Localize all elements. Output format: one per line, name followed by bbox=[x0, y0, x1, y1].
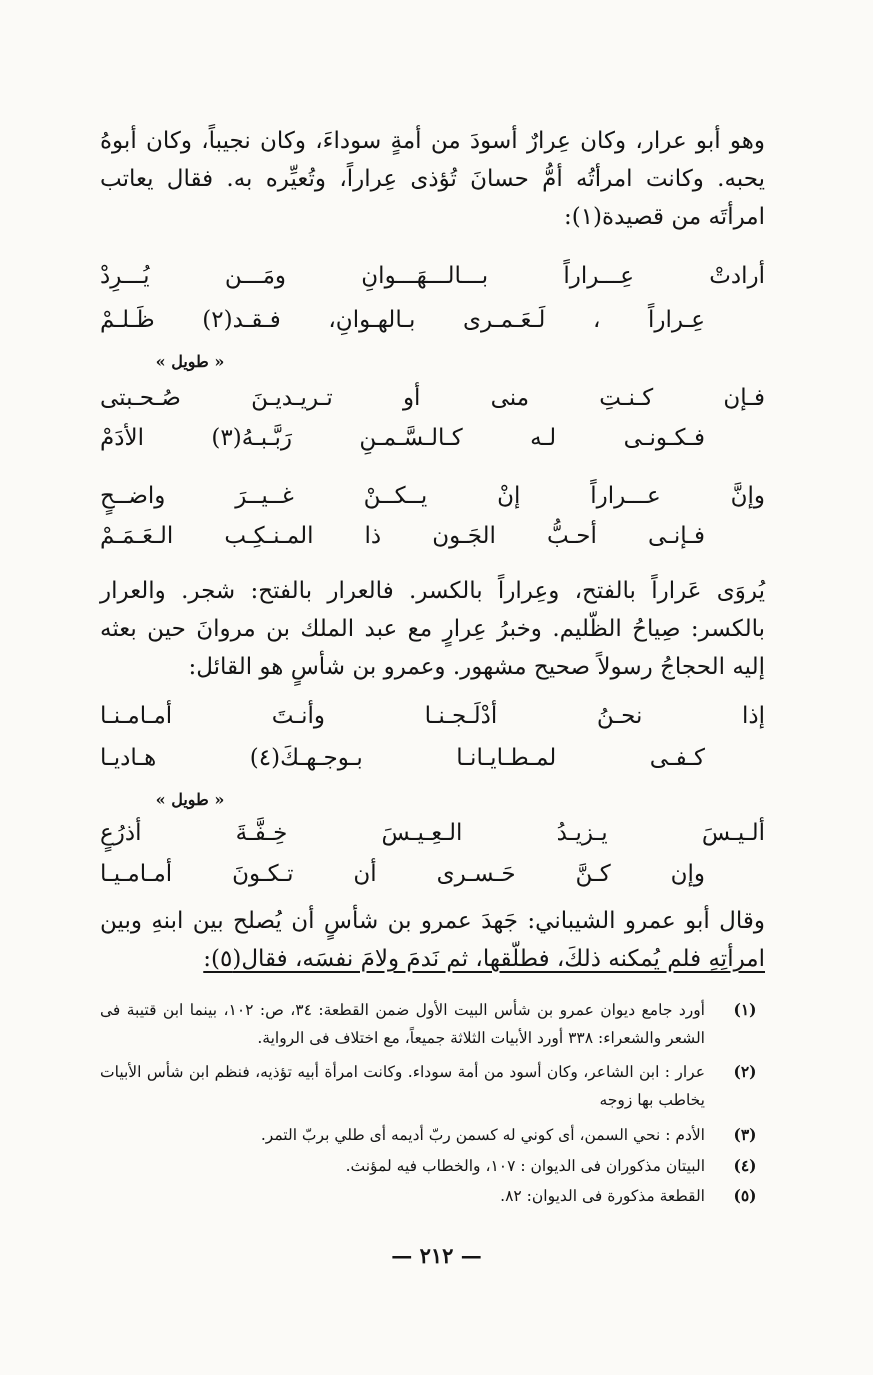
poem1-verse-1b: عِـراراً ، لَـعَـمـرى بـالهـوانِ، فـقـد(٢) ظَـلـمْ bbox=[100, 307, 706, 333]
meter-label: « طويل » bbox=[155, 790, 225, 809]
intro-paragraph: وهو أبو عرار، وكان عِرارٌ أسودَ من أمةٍ سوداءَ، وكان نجيباً، وكان أبوهُ يحبه. وكانت امرأتُه أمُّ حسانَ تُؤذى عِراراً، وتُعيِّره به. فقال يعاتب امرأتَه من قصيدة(١): bbox=[100, 128, 765, 230]
poem2-verse-1a: إذا نحـنُ أدْلَـجـنـا وأنـتَ أمـامـنـا bbox=[100, 703, 765, 729]
poem1-verse-2a: فـإن كـنـتِ منى أو تـريـديـنَ صُـحـبتى bbox=[100, 385, 765, 411]
poem1-verse-3b: فـإنـى أحـبُّ الجَـون ذا المـنـكِـب الـعَـمَـمْ bbox=[100, 523, 705, 549]
footnote-number: (٣) bbox=[733, 1125, 757, 1144]
footnote-number: (٢) bbox=[733, 1062, 757, 1081]
poem1-verse-2b: فـكـونـى لـه كـالـسَّـمـنِ رَبَّـبـهُ(٣) الأدَمْ bbox=[100, 425, 705, 451]
footnote-number: (١) bbox=[733, 1000, 757, 1019]
closing-line-2-underlined: امرأتِهِ فلم يُمكنه ذلكَ، فطلّقها، ثم نَدمَ ولامَ نفسَه، فقال(٥): bbox=[203, 946, 765, 972]
footnote-text: القطعة مذكورة فى الديوان: ٨٢. bbox=[500, 1187, 705, 1205]
footnote-text: أورد جامع ديوان عمرو بن شأس البيت الأول ضمن القطعة: ٣٤، ص: ١٠٢، بينما ابن قتيبة فى الشعر والشعراء: ٣٣٨ أورد الأبيات الثلاثة جميعاً، مع اختلاف فى الرواية. bbox=[100, 1001, 705, 1047]
footnote-1 bbox=[100, 996, 765, 1052]
footnote-5 bbox=[100, 1182, 765, 1210]
poem1-verse-1a: أرادتْ عِـــراراً بـــالـــهَـــوانِ ومَـــن يُـــرِدْ bbox=[100, 263, 765, 289]
footnote-3 bbox=[100, 1121, 765, 1149]
meter-label: « طويل » bbox=[155, 352, 225, 371]
commentary-paragraph: يُروَى عَراراً بالفتح، وعِراراً بالكسر. فالعرار بالفتح: شجر. والعرار بالكسر: صِياحُ الظّليم. وخبرُ عِرارٍ مع عبد الملك بن مروانَ حين بعثه إليه الحجاجُ رسولاً صحيح مشهور. وعمرو بن شأسٍ هو القائل: bbox=[100, 578, 765, 680]
footnote-text: البيتان مذكوران فى الديوان : ١٠٧، والخطاب فيه لمؤنث. bbox=[345, 1157, 705, 1175]
footnote-2 bbox=[100, 1058, 765, 1114]
poem1-verse-3a: وإنَّ عـــراراً إنْ يــكــنْ غــيــرَ واضــحٍ bbox=[100, 483, 765, 509]
closing-line-1: وقال أبو عمرو الشيباني: جَهدَ عمرو بن شأسٍ أن يُصلح بين ابنهِ وبين bbox=[100, 908, 765, 934]
poem2-verse-2b: وإن كـنَّ حَـسـرى أن تـكـونَ أمـامـيـا bbox=[100, 861, 705, 887]
poem2-verse-1b: كـفـى لمـطـايـانـا بـوجـهـكَ(٤) هـاديـا bbox=[100, 745, 705, 771]
footnote-text: عرار : ابن الشاعر، وكان أسود من أمة سوداء. وكانت امرأة أبيه تؤذيه، فنظم ابن شأس الأبيات يخاطب بها زوجه bbox=[100, 1063, 705, 1109]
page-number: — ٢١٢ — bbox=[391, 1243, 482, 1268]
poem2-verse-2a: ألـيـسَ يـزيـدُ الـعِـيـسَ خِـفَّـةَ أذرُعٍ bbox=[100, 820, 765, 846]
footnote-number: (٥) bbox=[733, 1186, 757, 1205]
closing-paragraph bbox=[100, 902, 765, 978]
footnote-text: الأدم : نحي السمن، أى كوني له كسمن ربّ أديمه أى طلي بربّ التمر. bbox=[260, 1126, 705, 1144]
footnote-4 bbox=[100, 1152, 765, 1180]
footnote-number: (٤) bbox=[733, 1156, 757, 1175]
